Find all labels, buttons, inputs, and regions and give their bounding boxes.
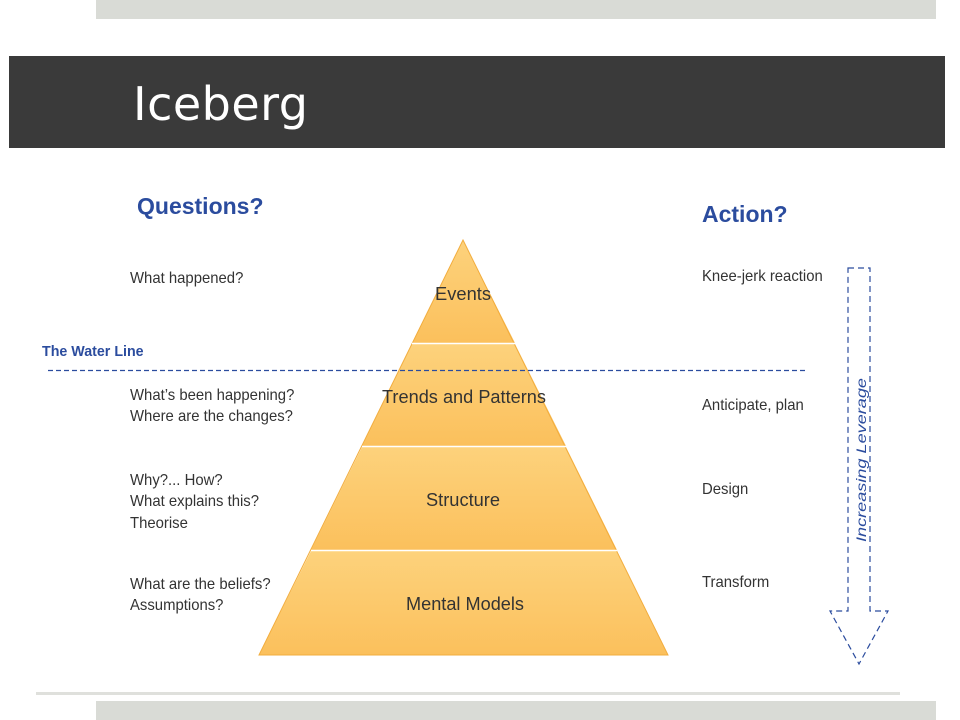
slide-title: Iceberg <box>133 77 309 131</box>
bottom-divider <box>36 692 900 695</box>
actions-heading: Action? <box>702 201 788 227</box>
layer-label-structure: Structure <box>426 490 500 510</box>
question-line: What explains this? <box>130 493 260 510</box>
layer-label-mental-models: Mental Models <box>406 594 524 614</box>
question-line: Theorise <box>130 515 188 532</box>
leverage-arrow-label: Increasing Leverage <box>853 415 869 542</box>
question-line: Why?... How? <box>130 472 223 489</box>
action-item: Design <box>702 481 749 498</box>
question-line: What happened? <box>130 270 244 287</box>
question-line: What’s been happening? <box>130 387 295 404</box>
question-line: Where are the changes? <box>130 408 293 425</box>
questions-heading: Questions? <box>137 193 264 219</box>
layer-label-events: Events <box>435 284 491 304</box>
bottom-decorative-strip <box>96 701 936 720</box>
water-line-label: The Water Line <box>42 343 144 360</box>
action-item: Anticipate, plan <box>702 397 804 414</box>
question-line: Assumptions? <box>130 597 224 614</box>
question-line: What are the beliefs? <box>130 576 271 593</box>
action-item: Knee-jerk reaction <box>702 268 823 285</box>
layer-label-trends: Trends and Patterns <box>382 387 546 407</box>
action-item: Transform <box>702 574 770 591</box>
